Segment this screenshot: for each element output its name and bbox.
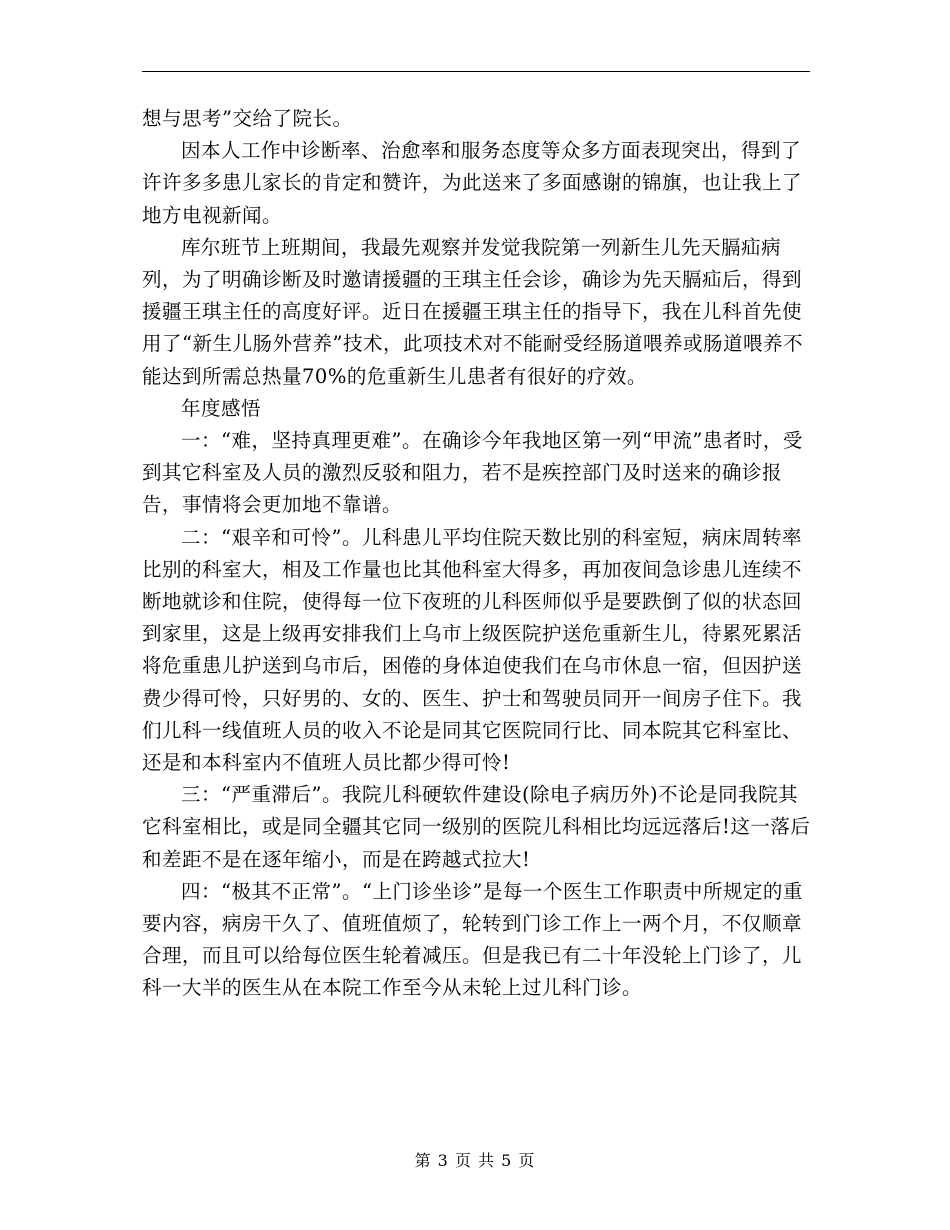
- paragraph-point-one: 一：“难，坚持真理更难”。在确诊今年我地区第一列“甲流”患者时，受到其它科室及人员的激烈反驳和阻力，若不是疾控部门及时送来的确诊报告，事情将会更加地不靠谱。: [142, 429, 803, 517]
- document-body: [142, 103, 814, 1005]
- page-footer: 第 3 页 共 5 页: [414, 1151, 536, 1170]
- paragraph-continuation: 想与思考”交给了院长。: [142, 107, 353, 130]
- paragraph-achievement: 因本人工作中诊断率、治愈率和服务态度等众多方面表现突出，得到了许许多多患儿家长的肯定和赞许，为此送来了多面感谢的锦旗，也让我上了地方电视新闻。: [142, 139, 803, 227]
- paragraph-point-two: 二：“艰辛和可怜”。儿科患儿平均住院天数比别的科室短，病床周转率比别的科室大，相及工作量也比其他科室大得多，再加夜间急诊患儿连续不断地就诊和住院，使得每一位下夜班的儿科医师似乎是要跌倒了似的状态回到家里，这是上级再安排我们上乌市上级医院护送危重新生儿，待累死累活将危重患儿护送到乌市后，困倦的身体迫使我们在乌市休息一宿，但因护送费少得可怜，只好男的、女的、医生、护士和驾驶员同开一间房子住下。我们儿科一线值班人员的收入不论是同其它医院同行比、同本院其它科室比、还是和本科室内不值班人员比都少得可怜!: [142, 525, 803, 775]
- section-heading: 年度感悟: [181, 396, 262, 420]
- paragraph-point-four: 四：“极其不正常”。“上门诊坐诊”是每一个医生工作职责中所规定的重要内容，病房干久了、值班值烦了，轮转到门诊工作上一两个月，不仅顺章合理，而且可以给每位医生轮着减压。但是我已有二十年没轮上门诊了，儿科一大半的医生从在本院工作至今从未轮上过儿科门诊。: [142, 879, 803, 1000]
- header-rule: [142, 71, 810, 72]
- paragraph-point-three: 三：“严重滞后”。我院儿科硬软件建设(除电子病历外)不论是同我院其它科室相比，或是同全疆其它同一级别的医院儿科相比均远远落后!这一落后和差距不是在逐年缩小，而是在跨越式拉大!: [142, 783, 811, 871]
- paragraph-kurban-festival: 库尔班节上班期间，我最先观察并发觉我院第一列新生儿先天膈疝病列，为了明确诊断及时邀请援疆的王琪主任会诊，确诊为先天膈疝后，得到援疆王琪主任的高度好评。近日在援疆王琪主任的指导下，我在儿科首先使用了“新生儿肠外营养”技术，此项技术对不能耐受经肠道喂养或肠道喂养不能达到所需总热量70%的危重新生儿患者有很好的疗效。: [142, 235, 803, 388]
